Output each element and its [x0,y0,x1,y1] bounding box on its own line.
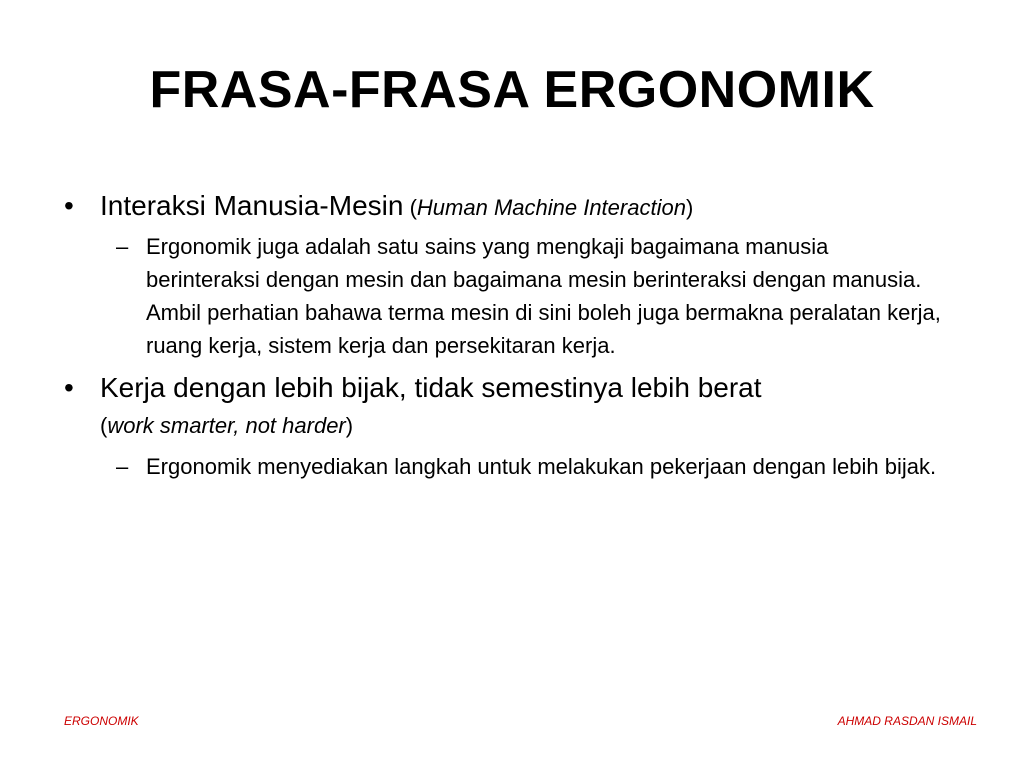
sub-bullet-item [64,230,964,362]
bullet-italic-text: work smarter, not harder [107,413,346,438]
slide-content [64,188,964,483]
footer-right-label: AHMAD RASDAN ISMAIL [837,714,977,728]
footer-left-label: ERGONOMIK [64,714,139,728]
sub-bullet-item [64,450,964,483]
sub-bullet-marker: – [116,234,129,259]
bullet-italic-text: Human Machine Interaction [416,195,686,220]
bullet-marker: • [64,372,74,403]
sub-bullet-marker: – [116,454,129,479]
bullet-item [64,370,964,444]
bullet-paren-close: ) [345,413,354,438]
bullet-paren-open: ( [100,413,108,438]
bullet-marker: • [64,190,74,221]
bullet-paren-open: ( [403,195,417,220]
bullet-text: Interaksi Manusia-Mesin [100,190,404,221]
bullet-paren-close: ) [685,195,694,220]
bullet-item [64,188,964,226]
sub-bullet-text: Ergonomik menyediakan langkah untuk melakukan pekerjaan dengan lebih bijak. [146,454,937,479]
slide-title: FRASA-FRASA ERGONOMIK [149,61,875,119]
bullet-text: Kerja dengan lebih bijak, tidak semestinya lebih berat [100,372,762,403]
sub-bullet-text: Ergonomik juga adalah satu sains yang mengkaji bagaimana manusia berinteraksi dengan mesin dan bagaimana mesin berinteraksi dengan manusia. Ambil perhatian bahawa terma mesin di sini boleh juga bermakna peralatan kerja, ruang kerja, sistem kerja dan persekitaran kerja. [146,234,941,358]
